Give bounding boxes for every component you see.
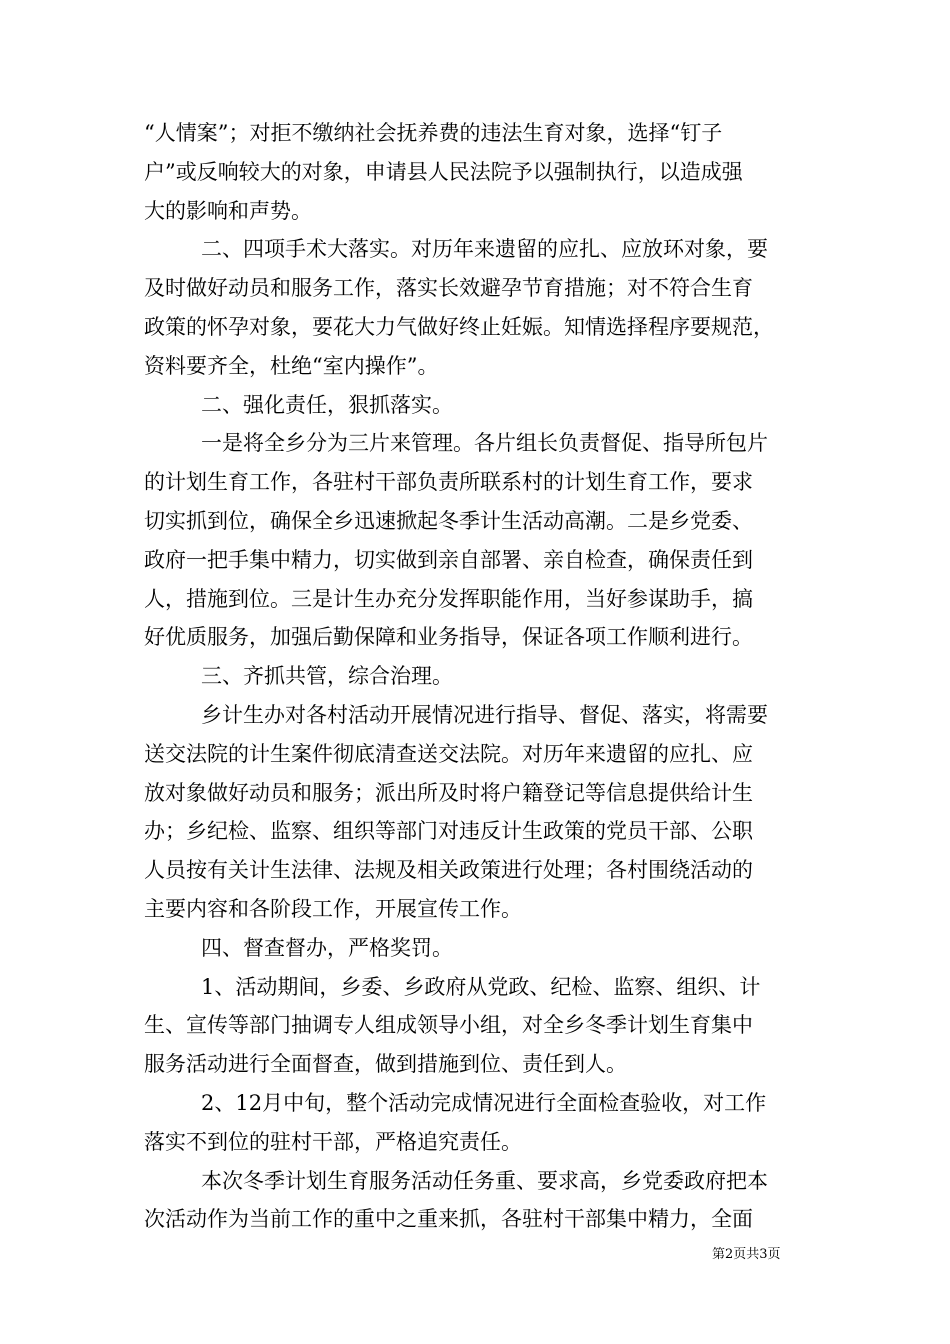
- text-line: 的计划生育工作，各驻村干部负责所联系村的计划生育工作，要求: [144, 470, 753, 495]
- text-line: 四、督查督办，严格奖罚。: [201, 935, 453, 960]
- document-body: [144, 114, 810, 1239]
- text-line: 政府一把手集中精力，切实做到亲自部署、亲自检查，确保责任到: [144, 547, 753, 572]
- text-line: 资料要齐全，杜绝“室内操作”。: [144, 353, 439, 378]
- text-line: 切实抓到位，确保全乡迅速掀起冬季计生活动高潮。二是乡党委、: [144, 508, 753, 533]
- text-line: 大的影响和声势。: [144, 198, 312, 223]
- text-line: 2、12月中旬，整个活动完成情况进行全面检查验收，对工作: [201, 1090, 767, 1115]
- text-line: 生、宣传等部门抽调专人组成领导小组，对全乡冬季计划生育集中: [144, 1013, 753, 1038]
- text-line: 1、活动期间，乡委、乡政府从党政、纪检、监察、组织、计: [201, 974, 761, 999]
- text-line: 人员按有关计生法律、法规及相关政策进行处理；各村围绕活动的: [144, 858, 753, 883]
- text-line: 办；乡纪检、监察、组织等部门对违反计生政策的党员干部、公职: [144, 819, 753, 844]
- text-line: 落实不到位的驻村干部，严格追究责任。: [144, 1129, 522, 1154]
- text-line: 二、强化责任，狠抓落实。: [201, 392, 453, 417]
- text-line: “人情案”；对拒不缴纳社会抚养费的违法生育对象，选择“钉子: [144, 121, 723, 145]
- text-line: 放对象做好动员和服务；派出所及时将户籍登记等信息提供给计生: [144, 780, 753, 805]
- text-line: 服务活动进行全面督查，做到措施到位、责任到人。: [144, 1052, 627, 1077]
- text-line: 本次冬季计划生育服务活动任务重、要求高，乡党委政府把本: [201, 1168, 768, 1193]
- page-number-footer: 第2页共3页: [712, 1247, 781, 1262]
- text-line: 三、齐抓共管，综合治理。: [201, 664, 453, 689]
- text-line: 户”或反响较大的对象，申请县人民法院予以强制执行，以造成强: [144, 159, 743, 184]
- text-line: 及时做好动员和服务工作，落实长效避孕节育措施；对不符合生育: [144, 276, 753, 301]
- text-line: 送交法院的计生案件彻底清查送交法院。对历年来遗留的应扎、应: [144, 741, 753, 766]
- text-line: 政策的怀孕对象，要花大力气做好终止妊娠。知情选择程序要规范，: [144, 314, 774, 339]
- text-line: 乡计生办对各村活动开展情况进行指导、督促、落实，将需要: [201, 702, 768, 727]
- text-line: 二、四项手术大落实。对历年来遗留的应扎、应放环对象，要: [201, 237, 768, 262]
- text-line: 主要内容和各阶段工作，开展宣传工作。: [144, 896, 522, 921]
- text-line: 好优质服务，加强后勤保障和业务指导，保证各项工作顺利进行。: [144, 625, 753, 650]
- text-line: 人，措施到位。三是计生办充分发挥职能作用，当好参谋助手，搞: [144, 586, 753, 611]
- text-line: 次活动作为当前工作的重中之重来抓，各驻村干部集中精力，全面: [144, 1207, 753, 1232]
- text-line: 一是将全乡分为三片来管理。各片组长负责督促、指导所包片: [201, 431, 768, 456]
